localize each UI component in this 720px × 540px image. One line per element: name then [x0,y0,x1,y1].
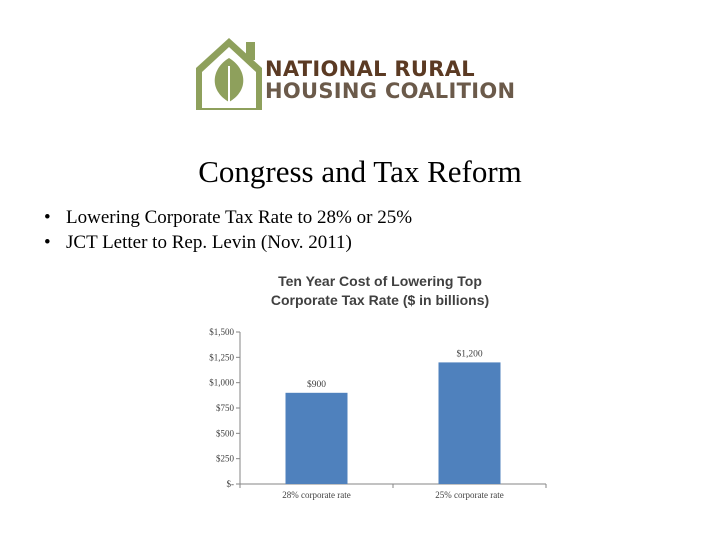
data-label: $900 [307,379,326,390]
bar [286,393,348,484]
bar [439,362,501,484]
data-label: $1,200 [456,349,483,360]
bullet-dot: • [44,232,51,253]
y-tick-label: $1,500 [209,327,234,337]
bullet-dot: • [44,207,51,228]
bar-chart [190,264,560,504]
bullet-text: Lowering Corporate Tax Rate to 28% or 25% [66,207,413,228]
slide-title [0,154,720,190]
bullet-list [44,205,412,255]
chart-title-line: Ten Year Cost of Lowering Top [278,273,482,289]
bullet-item [44,230,412,255]
bullet-text: JCT Letter to Rep. Levin (Nov. 2011) [66,232,352,253]
x-tick-label: 28% corporate rate [282,490,351,500]
logo-text-line1: NATIONAL RURAL [265,57,475,81]
chart-svg [190,264,560,504]
y-tick-label: $1,000 [209,377,234,388]
y-tick-label: $- [226,479,234,489]
house-leaf-icon [188,32,270,114]
bullet-item [44,205,412,230]
logo [188,32,533,114]
y-tick-label: $1,250 [209,352,234,363]
y-tick-label: $250 [216,453,234,464]
y-tick-label: $750 [216,403,234,413]
chart-title-line: Corporate Tax Rate ($ in billions) [270,292,490,308]
y-tick-label: $500 [216,428,234,439]
logo-text-line2: HOUSING COALITION [265,79,516,103]
x-tick-label: 25% corporate rate [435,490,504,500]
slide-title-text: Congress and Tax Reform [198,154,522,189]
